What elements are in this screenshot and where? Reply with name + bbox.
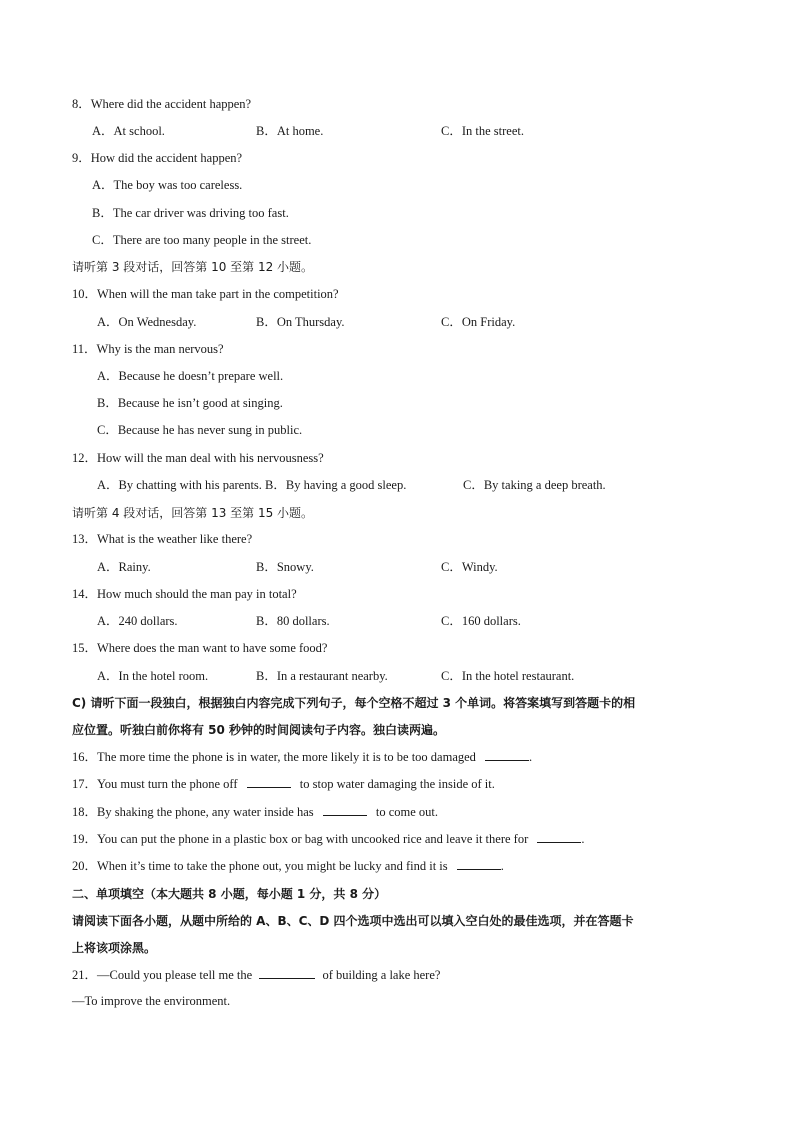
question-13: 13．What is the weather like there? [72,532,253,546]
q16-answer-blank[interactable] [485,749,529,761]
q17-answer-blank[interactable] [247,776,291,788]
question-18 [72,804,438,820]
q16-text: 16．The more time the phone is in water, the more likely it is to be too damaged [72,750,476,764]
question-14: 14．How much should the man pay in total? [72,587,297,601]
question-17 [72,776,495,792]
q14-option-c: C．160 dollars. [441,614,521,628]
q15-option-b: B．In a restaurant nearby. [256,669,388,683]
q9-option-a: A．The boy was too careless. [92,178,243,192]
q11-option-c: C．Because he has never sung in public. [97,423,303,437]
question-12: 12．How will the man deal with his nervousness? [72,451,324,465]
question-11: 11．Why is the man nervous? [72,342,224,356]
section-3-instruction: 请听第 3 段对话，回答第 10 至第 12 小题。 [72,260,314,274]
q20-text: 20．When it’s time to take the phone out, you might be lucky and find it is [72,859,448,873]
q14-option-b: B．80 dollars. [256,614,330,628]
q20-text-end: . [500,859,504,873]
q13-option-a: A．Rainy. [97,560,151,574]
q20-answer-blank[interactable] [457,858,501,870]
q18-text: 18．By shaking the phone, any water inside has [72,805,314,819]
q19-text-end: . [581,832,585,846]
part-2-instruction-line1: 请阅读下面各小题，从题中所给的 A、B、C、D 四个选项中选出可以填入空白处的最佳选项，并在答题卡 [72,914,634,928]
part-c-instruction-line1: C) 请听下面一段独白，根据独白内容完成下列句子，每个空格不超过 3 个单词。将答案填写到答题卡的相 [72,696,636,710]
q13-option-c: C．Windy. [441,560,498,574]
q16-text-end: . [529,750,533,764]
question-21 [72,967,440,983]
q21-reply: —To improve the environment. [72,994,231,1008]
question-15: 15．Where does the man want to have some food? [72,641,328,655]
question-10: 10．When will the man take part in the competition? [72,287,339,301]
q10-option-c: C．On Friday. [441,315,516,329]
q14-option-a: A．240 dollars. [97,614,178,628]
q9-option-b: B．The car driver was driving too fast. [92,206,289,220]
q9-option-c: C．There are too many people in the street. [92,233,312,247]
q21-answer-blank[interactable] [259,967,315,979]
q17-text: 17．You must turn the phone off [72,777,238,791]
question-8: 8．Where did the accident happen? [72,97,252,111]
section-4-instruction: 请听第 4 段对话，回答第 13 至第 15 小题。 [72,506,314,520]
q21-text: 21．—Could you please tell me the [72,968,253,982]
q11-option-b: B．Because he isn’t good at singing. [97,396,283,410]
q21-text-end: of building a lake here? [322,968,441,982]
part-2-instruction-line2: 上将该项涂黑。 [72,941,157,955]
q18-answer-blank[interactable] [323,804,367,816]
q10-option-b: B．On Thursday. [256,315,345,329]
q15-option-a: A．In the hotel room. [97,669,209,683]
question-19 [72,831,585,847]
question-16 [72,749,532,765]
q11-option-a: A．Because he doesn’t prepare well. [97,369,284,383]
q10-option-a: A．On Wednesday. [97,315,197,329]
q18-text-end: to come out. [375,805,439,819]
question-20 [72,858,504,874]
q12-option-c: C．By taking a deep breath. [463,478,606,492]
q17-text-end: to stop water damaging the inside of it. [299,777,495,791]
q15-option-c: C．In the hotel restaurant. [441,669,575,683]
part-2-title: 二、单项填空（本大题共 8 小题，每小题 1 分，共 8 分） [72,887,387,901]
q19-answer-blank[interactable] [537,831,581,843]
part-c-instruction-line2: 应位置。听独白前你将有 50 秒钟的时间阅读句子内容。独白读两遍。 [72,723,446,737]
q8-option-a: A．At school. [92,124,165,138]
q12-options-ab: A．By chatting with his parents. B．By having a good sleep. [97,478,407,492]
q8-option-c: C．In the street. [441,124,524,138]
question-9: 9．How did the accident happen? [72,151,243,165]
q8-option-b: B．At home. [256,124,324,138]
q13-option-b: B．Snowy. [256,560,314,574]
q19-text: 19．You can put the phone in a plastic box or bag with uncooked rice and leave it there for [72,832,529,846]
